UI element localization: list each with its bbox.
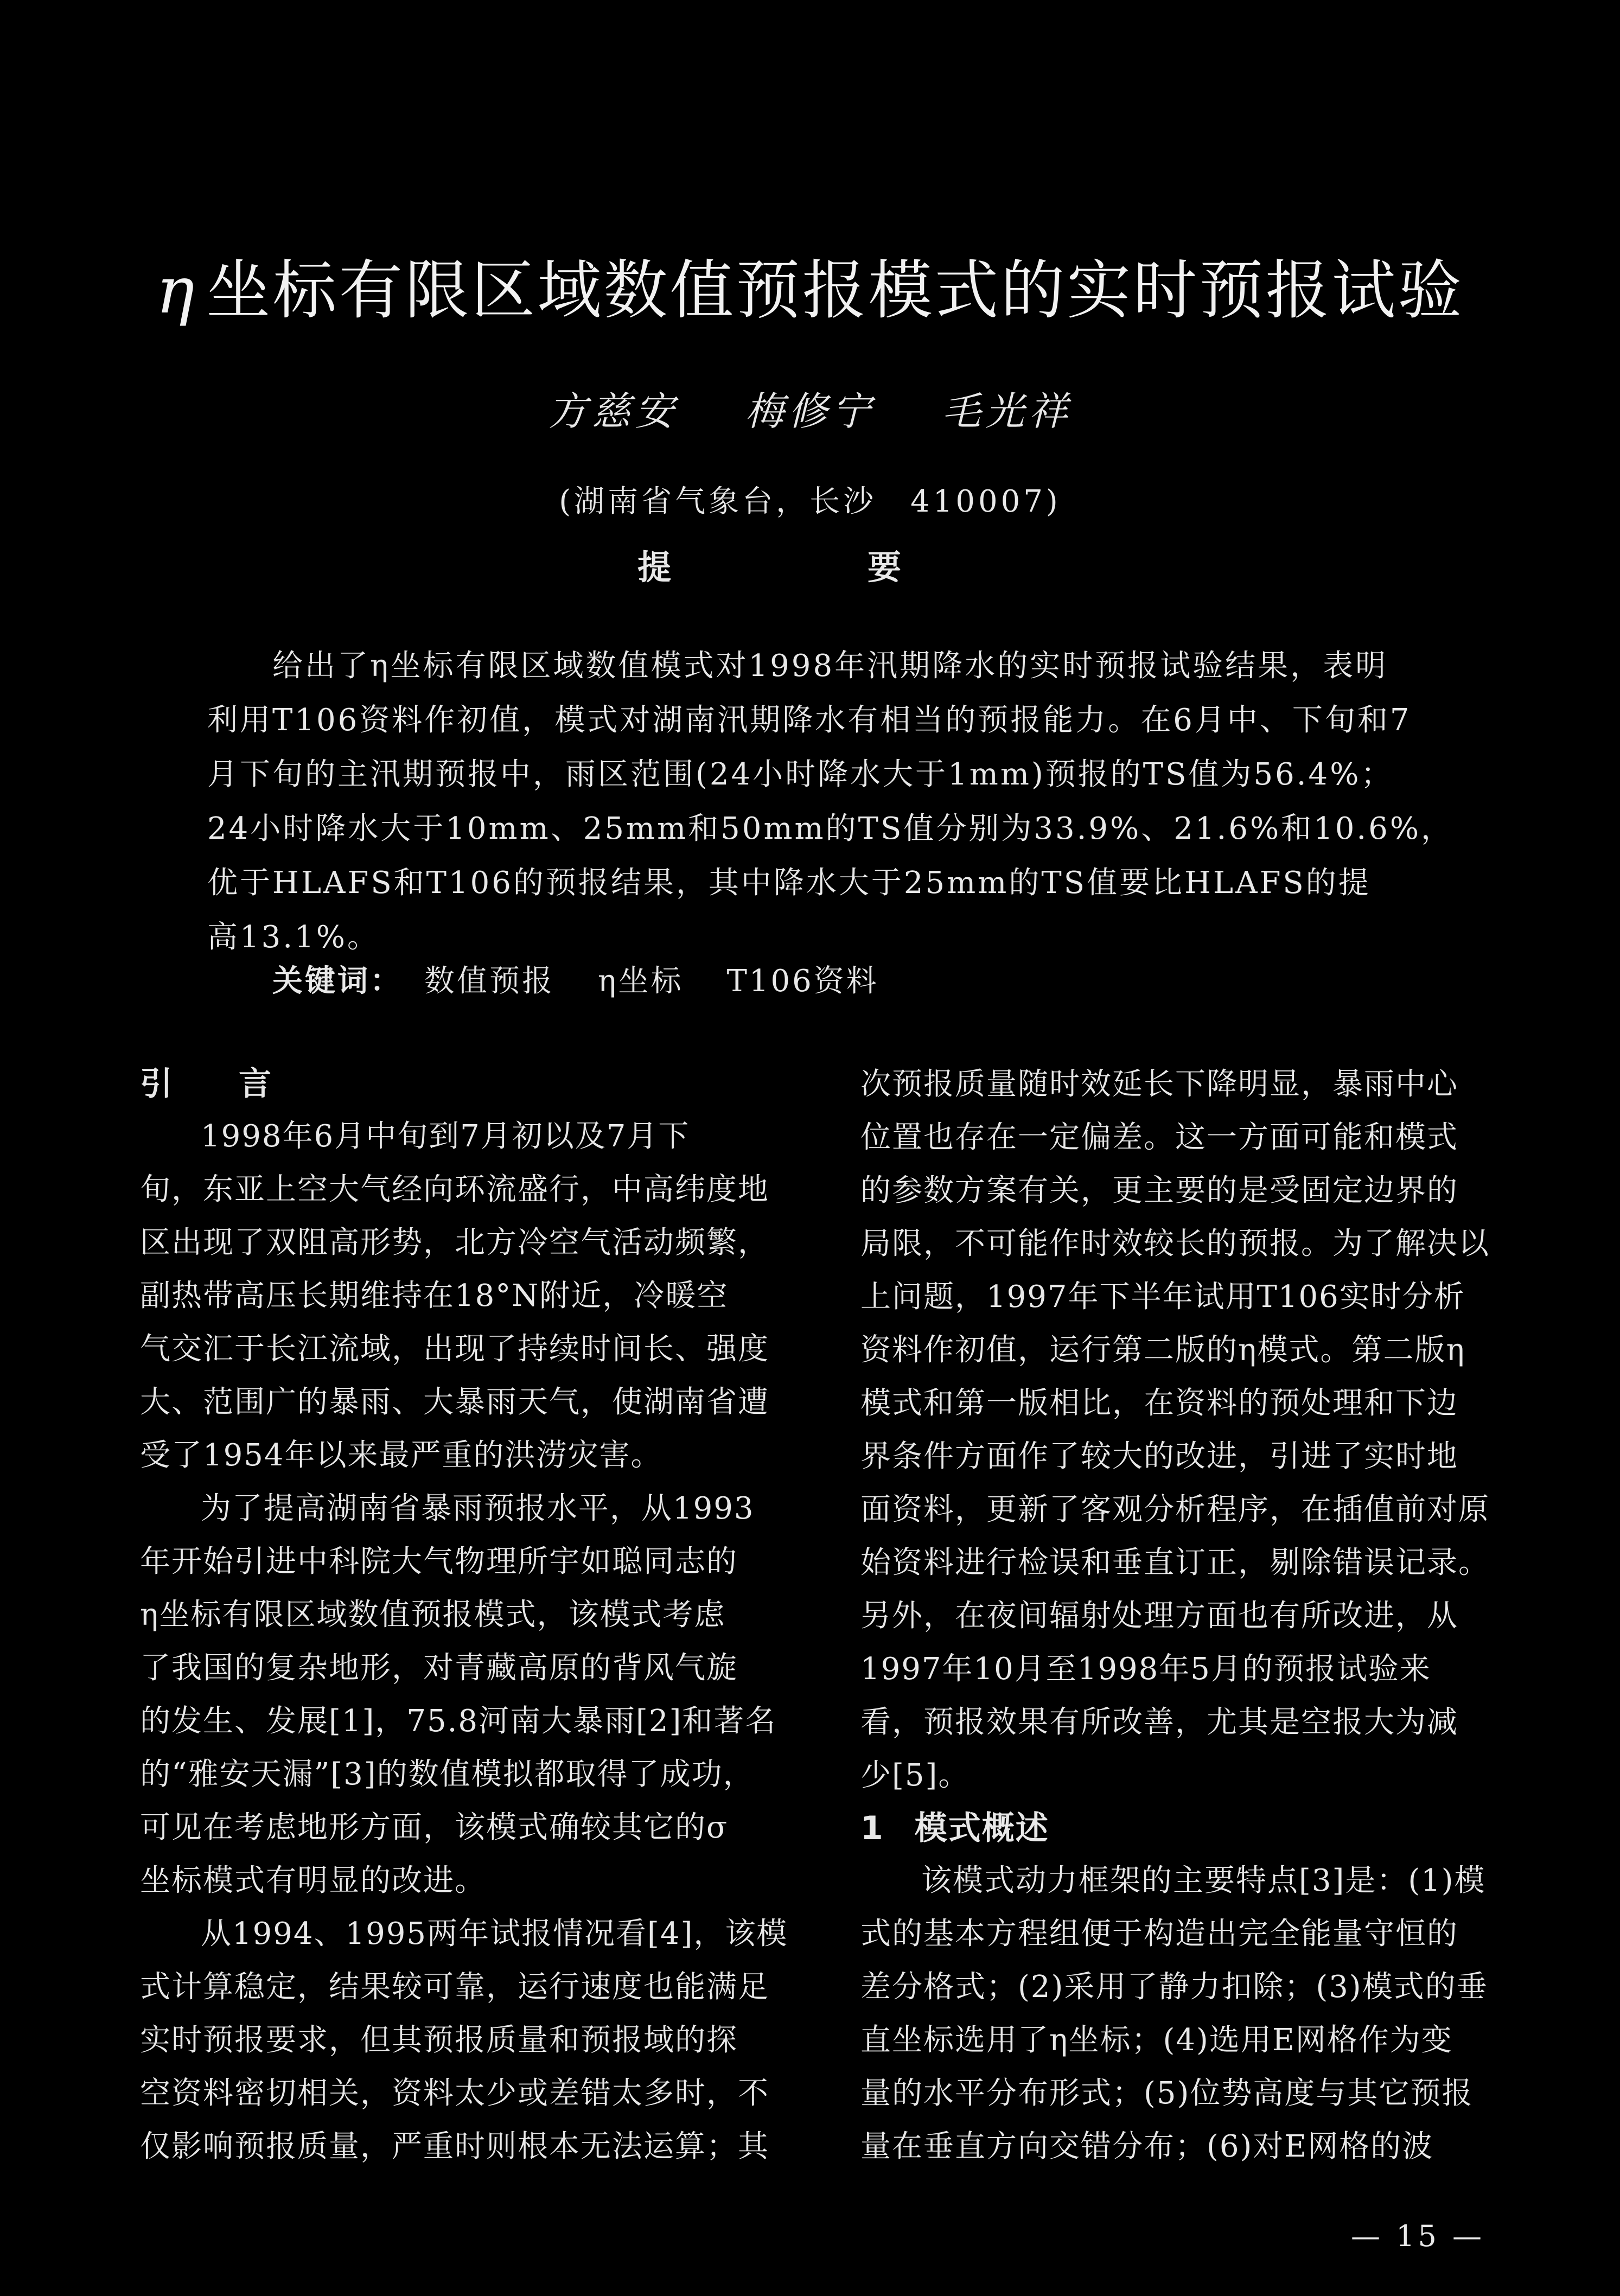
text-line: 次预报质量随时效延长下降明显，暴雨中心: [860, 1067, 1458, 1102]
right-column: [860, 1058, 1501, 2173]
text-line: 区出现了双阻高形势，北方冷空气活动频繁，: [140, 1225, 769, 1260]
keyword: T106资料: [726, 964, 879, 999]
text-line: 看，预报效果有所改善，尤其是空报大为减: [860, 1705, 1458, 1740]
text-line: 受了1954年以来最严重的洪涝灾害。: [140, 1438, 662, 1473]
text-line: 面资料，更新了客观分析程序，在插值前对原: [860, 1492, 1490, 1527]
keywords-label: 关键词：: [272, 964, 403, 999]
text-line: 副热带高压长期维持在18°N附近，冷暖空: [140, 1278, 729, 1313]
section-title: 模式概述: [914, 1809, 1049, 1847]
text-line: 差分格式；(2)采用了静力扣除；(3)模式的垂: [860, 1969, 1488, 2005]
abstract-line: 优于HLAFS和T106的预报结果，其中降水大于25mm的TS值要比HLAFS的提: [207, 865, 1371, 901]
text-line: 1997年10月至1998年5月的预报试验来: [860, 1651, 1431, 1687]
text-line: 资料作初值，运行第二版的η模式。第二版η: [860, 1332, 1466, 1368]
text-line: 实时预报要求，但其预报质量和预报域的探: [140, 2023, 738, 2058]
text-line: 空资料密切相关，资料太少或差错太多时，不: [140, 2076, 769, 2111]
title-eta-symbol: η: [156, 253, 197, 328]
section-heading-introduction: [140, 1058, 780, 1110]
abstract-line: 月下旬的主汛期预报中，雨区范围(24小时降水大于1mm)预报的TS值为56.4%；: [207, 757, 1394, 792]
abstract-body: [207, 639, 1454, 965]
abstract-line: 高13.1%。: [207, 920, 380, 955]
text-line: 模式和第一版相比，在资料的预处理和下边: [860, 1386, 1458, 1421]
text-line: 仅影响预报质量，严重时则根本无法运算；其: [140, 2129, 769, 2164]
text-line: 从1994、1995两年试报情况看[4]，该模: [201, 1916, 788, 1951]
text-line: 大、范围广的暴雨、大暴雨天气，使湖南省遭: [140, 1385, 769, 1420]
text-line: 旬，东亚上空大气经向环流盛行，中高纬度地: [140, 1172, 769, 1207]
keyword: 数值预报: [424, 964, 554, 999]
text-line: 式的基本方程组便于构造出完全能量守恒的: [860, 1916, 1458, 1951]
keywords: [272, 957, 901, 1000]
section-number: 1: [860, 1809, 884, 1847]
right-column-text: [860, 1854, 1501, 2173]
text-line: 为了提高湖南省暴雨预报水平，从1993: [201, 1491, 755, 1526]
author-name: 梅修宁: [744, 388, 875, 434]
heading-part: 言: [239, 1065, 272, 1103]
text-line: η坐标有限区域数值预报模式，该模式考虑: [140, 1597, 726, 1632]
section-heading-model-overview: [860, 1802, 1501, 1854]
abstract-line: 24小时降水大于10mm、25mm和50mm的TS值分别为33.9%、21.6%和10.6%，: [207, 811, 1454, 846]
paper-title: [0, 239, 1620, 331]
text-line: 该模式动力框架的主要特点[3]是：(1)模: [921, 1863, 1486, 1898]
text-line: 界条件方面作了较大的改进，引进了实时地: [860, 1439, 1458, 1474]
right-column-text: [860, 1058, 1501, 1802]
text-line: 的参数方案有关，更主要的是受固定边界的: [860, 1173, 1458, 1208]
left-column-text: [140, 1110, 788, 2173]
left-column: [140, 1058, 788, 2173]
text-line: 量的水平分布形式；(5)位势高度与其它预报: [860, 2076, 1474, 2111]
text-line: 直坐标选用了η坐标；(4)选用E网格作为变: [860, 2023, 1453, 2058]
text-line: 上问题，1997年下半年试用T106实时分析: [860, 1279, 1465, 1315]
text-line: 位置也存在一定偏差。这一方面可能和模式: [860, 1120, 1458, 1155]
heading-part: 引: [140, 1065, 174, 1103]
text-line: 可见在考虑地形方面，该模式确较其它的σ: [140, 1810, 729, 1845]
text-line: 年开始引进中科院大气物理所宇如聪同志的: [140, 1544, 738, 1579]
affiliation: (湖南省气象台，长沙 410007): [559, 484, 1061, 519]
abstract-heading: 提 要: [637, 547, 983, 587]
author-name: 方慈安: [548, 388, 679, 434]
text-line: 1998年6月中旬到7月初以及7月下: [201, 1119, 690, 1154]
abstract-line: 给出了η坐标有限区域数值模式对1998年汛期降水的实时预报试验结果，表明: [272, 648, 1388, 684]
text-line: 局限，不可能作时效较长的预报。为了解决以: [860, 1226, 1490, 1261]
page-number: — 15 —: [1351, 2219, 1485, 2253]
text-line: 的发生、发展[1]，75.8河南大暴雨[2]和著名: [140, 1704, 777, 1739]
text-line: 式计算稳定，结果较可靠，运行速度也能满足: [140, 1969, 769, 2005]
text-line: 的“雅安天漏”[3]的数值模拟都取得了成功，: [140, 1757, 755, 1792]
abstract-line: 利用T106资料作初值，模式对湖南汛期降水有相当的预报能力。在6月中、下旬和7: [207, 703, 1412, 738]
text-line: 坐标模式有明显的改进。: [140, 1863, 486, 1898]
author-list: [0, 380, 1620, 436]
text-line: 气交汇于长江流域，出现了持续时间长、强度: [140, 1331, 769, 1367]
text-line: 量在垂直方向交错分布；(6)对E网格的波: [860, 2129, 1434, 2164]
text-line: 了我国的复杂地形，对青藏高原的背风气旋: [140, 1650, 738, 1686]
title-text: 坐标有限区域数值预报模式的实时预报试验: [206, 253, 1464, 328]
text-line: 少[5]。: [860, 1758, 970, 1793]
text-line: 始资料进行检误和垂直订正，剔除错误记录。: [860, 1545, 1490, 1580]
text-line: 另外，在夜间辐射处理方面也有所改进，从: [860, 1598, 1458, 1634]
author-name: 毛光祥: [941, 388, 1072, 434]
keyword: η坐标: [598, 964, 684, 999]
